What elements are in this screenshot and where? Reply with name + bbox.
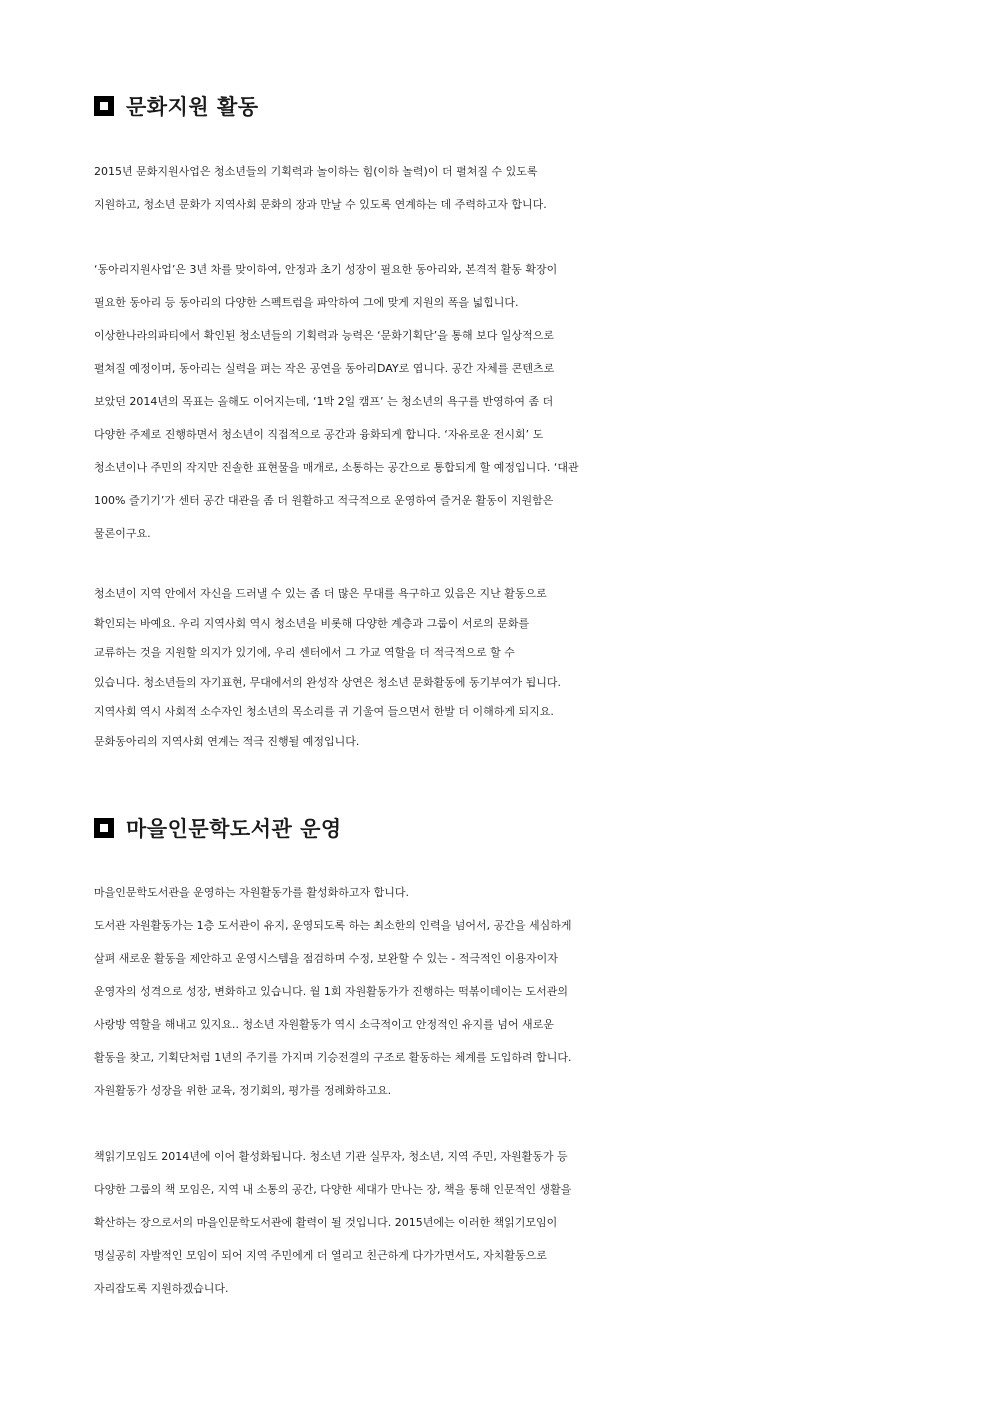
square-bullet-icon (94, 96, 114, 116)
text-line: 다양한 주제로 진행하면서 청소년이 직접적으로 공간과 융화되게 합니다. ‘자유로운 전시회’ 도 (94, 428, 544, 441)
text-line: 청소년이 지역 안에서 자신을 드러낼 수 있는 좀 더 많은 무대를 욕구하고 있음은 지난 활동으로 (94, 587, 547, 600)
text-line: ‘동아리지원사업’은 3년 차를 맞이하여, 안정과 초기 성장이 필요한 동아리와, 본격적 활동 확장이 (94, 263, 558, 276)
text-line: 활동을 찾고, 기획단처럼 1년의 주기를 가지며 기승전결의 구조로 활동하는 체계를 도입하려 합니다. (94, 1051, 572, 1064)
text-line: 청소년이나 주민의 작지만 진솔한 표현물을 매개로, 소통하는 공간으로 통합되게 할 예정입니다. ‘대관 (94, 461, 579, 474)
text-line: 보았던 2014년의 목표는 올해도 이어지는데, ‘1박 2일 캠프’ 는 청소년의 욕구를 반영하여 좀 더 (94, 395, 554, 408)
text-line: 이상한나라의파티에서 확인된 청소년들의 기획력과 능력은 ‘문화기획단’을 통해 보다 일상적으로 (94, 329, 555, 342)
paragraph (94, 1140, 904, 1305)
text-line: 확인되는 바예요. 우리 지역사회 역시 청소년을 비롯해 다양한 계층과 그룹이 서로의 문화를 (94, 616, 530, 630)
text-line: 명실공히 자발적인 모임이 되어 지역 주민에게 더 열리고 친근하게 다가가면서도, 자치활동으로 (94, 1249, 547, 1262)
text-line: 100% 즐기기’가 센터 공간 대관을 좀 더 원활하고 적극적으로 운영하여 즐거운 활동이 지원함은 (94, 494, 554, 507)
text-line: 지역사회 역시 사회적 소수자인 청소년의 목소리를 귀 기울여 들으면서 한발 더 이해하게 되지요. (94, 705, 554, 719)
text-line: 문화동아리의 지역사회 연계는 적극 진행될 예정입니다. (94, 734, 360, 748)
text-line: 교류하는 것을 지원할 의지가 있기에, 우리 센터에서 그 가교 역할을 더 적극적으로 할 수 (94, 646, 515, 660)
text-line: 확산하는 장으로서의 마을인문학도서관에 활력이 될 것입니다. 2015년에는 이러한 책읽기모임이 (94, 1216, 558, 1229)
text-line: 2015년 문화지원사업은 청소년들의 기획력과 놀이하는 힘(이하 놀력)이 더 펼쳐질 수 있도록 (94, 165, 538, 178)
text-line: 펼쳐질 예정이며, 동아리는 실력을 펴는 작은 공연을 동아리DAY로 엽니다. 공간 자체를 콘텐츠로 (94, 362, 555, 375)
paragraph (94, 253, 904, 550)
text-line: 책읽기모임도 2014년에 이어 활성화됩니다. 청소년 기관 실무자, 청소년, 지역 주민, 자원활동가 등 (94, 1150, 568, 1163)
paragraph (94, 876, 904, 1107)
text-line: 있습니다. 청소년들의 자기표현, 무대에서의 완성작 상연은 청소년 문화활동에 동기부여가 됩니다. (94, 675, 561, 689)
section-heading-village-library (94, 813, 342, 843)
text-line: 필요한 동아리 등 동아리의 다양한 스펙트럼을 파악하여 그에 맞게 지원의 폭을 넓힙니다. (94, 296, 519, 309)
paragraph (94, 155, 904, 221)
text-line: 사랑방 역할을 해내고 있지요.. 청소년 자원활동가 역시 소극적이고 안정적인 유지를 넘어 새로운 (94, 1018, 554, 1031)
text-line: 살펴 새로운 활동을 제안하고 운영시스템을 점검하며 수정, 보완할 수 있는 - 적극적인 이용자이자 (94, 952, 558, 965)
text-line: 운영자의 성격으로 성장, 변화하고 있습니다. 월 1회 자원활동가가 진행하는 떡볶이데이는 도서관의 (94, 985, 568, 998)
text-line: 다양한 그룹의 책 모임은, 지역 내 소통의 공간, 다양한 세대가 만나는 장, 책을 통해 인문적인 생활을 (94, 1183, 572, 1196)
section-title: 문화지원 활동 (126, 95, 259, 119)
square-bullet-icon (94, 818, 114, 838)
text-line: 자리잡도록 지원하겠습니다. (94, 1282, 229, 1295)
text-line: 마을인문학도서관을 운영하는 자원활동가를 활성화하고자 합니다. (94, 886, 410, 899)
text-line: 도서관 자원활동가는 1층 도서관이 유지, 운영되도록 하는 최소한의 인력을 넘어서, 공간을 세심하게 (94, 919, 572, 932)
text-line: 물론이구요. (94, 527, 151, 540)
section-title: 마을인문학도서관 운영 (126, 817, 342, 841)
text-line: 자원활동가 성장을 위한 교육, 정기회의, 평가를 정례화하고요. (94, 1084, 392, 1097)
section-heading-culture-support (94, 91, 259, 121)
text-line: 지원하고, 청소년 문화가 지역사회 문화의 장과 만날 수 있도록 연계하는 데 주력하고자 합니다. (94, 198, 547, 211)
paragraph (94, 579, 904, 757)
